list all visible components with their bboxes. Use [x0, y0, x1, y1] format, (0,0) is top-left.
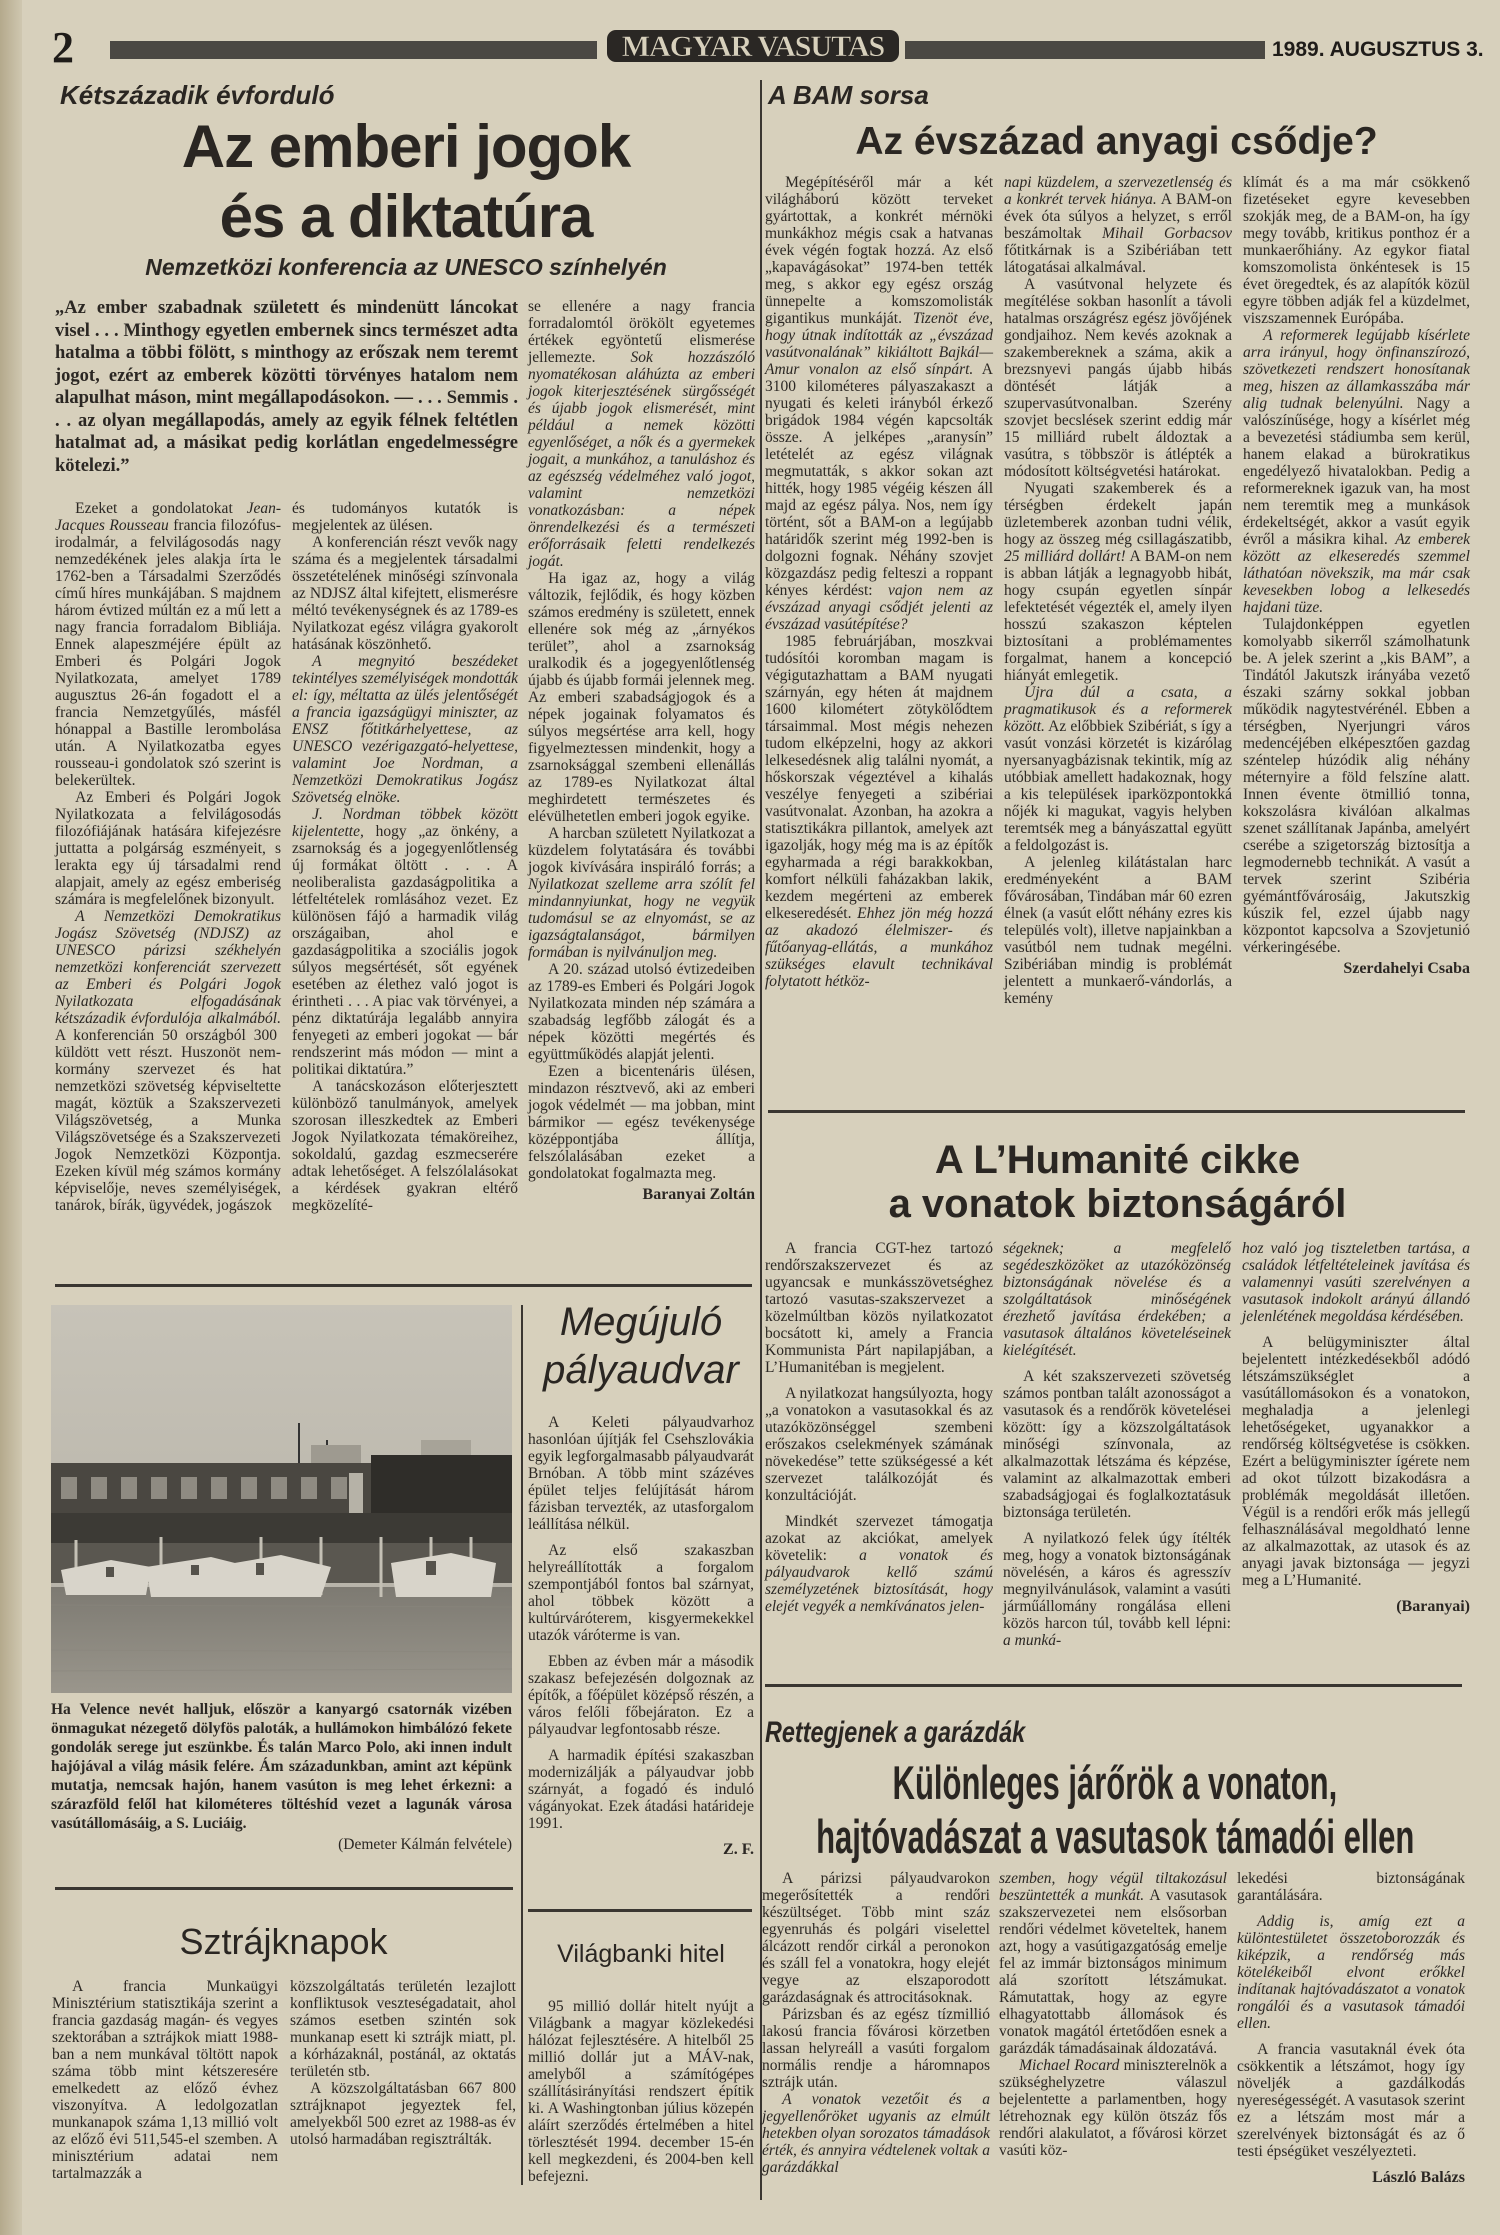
paragraph — [1242, 1334, 1470, 1589]
paragraph — [762, 1870, 990, 2006]
headline-line: Megújuló — [559, 1300, 723, 1344]
paragraph — [292, 653, 518, 806]
paragraph — [528, 1063, 755, 1182]
article-headline — [765, 1138, 1470, 1226]
paragraph — [292, 806, 518, 1078]
issue-date: 1989. AUGUSZTUS 3. — [1272, 38, 1484, 61]
text-segment: A francia CGT-hez tartozó rendőrszakszervezet és az ugyancsak e munkásszövetséghez tartozó vasutas-szakszervezet a közelmúltban közös nyilatkozatot bocsátott ki, amely a Francia Kommunista Párt napilapjában, a L’Humanitéban is megjelent. — [765, 1240, 993, 1376]
italic-text-segment: Mihail Gorbacsov — [1102, 225, 1232, 242]
text-segment: Megépítéséről már a két világháború között terveket gyártottak, a konkrét mérnöki munkákhoz mégis csak a hatvanas évek végén fogtak hozzá. Az első „kapavágásokat” 1974-ben tették meg, s akkor egy egész ország ünnepelte a komszomolisták gigantikus munkáját. — [765, 174, 993, 327]
article-author: Szerdahelyi Csaba — [1343, 960, 1470, 977]
text-segment: A vasútvonal helyzete és megítélése sokban hasonlít a távoli hatalmas országrész egész jövőjének gondjaihoz. Nem kevés azoknak a szakembereknek a száma, akik a brezsnyevi pangás újabb hibás döntését látják a szupervasútvonalban. Szerény szovjet becslések szerint eddig már 15 milliárd rubelt áldoztak a vasútra, s többször is átlépték a módosított költségvetési határokat. — [1004, 276, 1232, 480]
article-column — [528, 1414, 754, 1858]
paragraph — [290, 1978, 516, 2080]
paragraph — [762, 2091, 990, 2176]
text-segment: A párizsi pályaudvarokon megerősítették a rendőri készültséget. Több mint száz egyenruhás és polgári viselettel álcázott rendőr cirkál a peronokon és száll fel a vonatokra, hogy elejét vegye az elszaporodott garázdaságnak és attrocitásoknak. — [762, 1870, 990, 2006]
text-segment: miniszterelnök a szükséghelyzetre válaszul bejelentette a parlamentben, hogy létrehoznak egy külön ötszáz fős rendőri alakulatot, a fővárosi körzet vasúti köz- — [999, 2057, 1227, 2159]
text-segment: A jelenleg kilátástalan harc eredményeként a BAM fővárosában, Tindában már 60 ezren élnek (a vasút előtt néhány ezres kis település volt), illetve napjainkban a vasútból nem tudnak megélni. Szibériában mindig is problémát jelentett a munkaerő-vándorlás, a kemény — [1004, 854, 1232, 1007]
italic-text-segment: szemben, hogy végül tiltakozásul beszüntették a munkát. — [999, 1870, 1227, 1904]
article-column — [762, 1870, 990, 2176]
article-author: (Baranyai) — [1396, 1598, 1470, 1615]
text-segment: A konferencián részt vevők nagy száma és a megjelentek társadalmi összetételének minőségi színvonala az NDJSZ által kifejtett, elismerésre méltó tevékenységnek és az 1789-es Nyilatkozat egész világra gyakorolt hatásának köszönhető. — [292, 534, 518, 653]
paragraph — [1003, 1530, 1231, 1649]
article-author: László Balázs — [1372, 2169, 1465, 2186]
text-segment: hogy „az önkény, a zsarnokság és a jogegyenlőtlenség új formákat öltött . . . A neoliberalista gazdaságpolitika a létfeltételek romlásához vezet. Ez különösen fájó a harmadik világ országaiban, ahol e gazdaságpolitika a szociális jogok súlyos megsértését, sőt egyének esetében az élethez való jogot is érintheti . . . A piac vak törvényei, a pénz diktatúrája legalább annyira fenyegeti az emberi jogokat — bár rendszerint más módon — mint a politikai diktatúra.” — [292, 823, 518, 1078]
article-column — [1237, 1870, 1465, 2186]
text-segment: A belügyminiszter által bejelentett intézkedésekből adódó létszámszükséglet a vasútállomásokon és a vonatokon, meghaladja a jelenlegi lehetőségeket, ugyanakkor a rendőrség költségvetése is csökken. Ezért a belügyminiszter ígérete nem ad okot túlzott bizakodásra a problémák megoldását illetően. Végül is a rendőri erők más jellegű felhasználásával megoldható lenne az alkalmazottak, az utasok és az anyagi javak biztonsága — jegyzi meg a L’Humanité. — [1242, 1334, 1470, 1589]
page-number: 2 — [52, 23, 74, 72]
text-segment: Az előbbiek Szibériát, s így a vasút vonzási körzetét is kizárólag nyersanyagbázisnak tekintik, míg az utóbbiak amellett hadakoznak, hogy a kis települések iparközpontokká nőjék ki magukat, vagyis helyben teremtsék meg a bányászattal együtt a feldolgozást is. — [1004, 718, 1232, 854]
italic-text-segment: A reformerek legújabb kísérlete arra irányul, hogy önfinanszírozó, szövetkezeti rendszert honosítanak meg, hiszen az államkasszába már alig tudnak belenyúlni. — [1243, 327, 1470, 412]
text-segment: Az Emberi és Polgári Jogok Nyilatkozata a felvilágosodás filozófiájának hatására kifejezésre juttatta a polgárság eszményeit, s lerakta egy új társadalmi rend alapjait, amely az egész emberiség számára is megfelelőnek bizonyult. — [55, 789, 281, 908]
text-segment: A vasutasok szakszervezetei nem elsősorban rendőri védelmet követeltek, hanem azt, hogy a vasútigazgatóság emelje fel az immár biztonságos minimum alá szorított létszámukat. Rámutattak, hogy az egyre elhagyatottabb állomások és vonatok magától értetődően esnek a garázdák támadásainak áldozatává. — [999, 1887, 1227, 2057]
text-segment: Ezeket a gondolatokat — [75, 500, 247, 517]
paragraph — [999, 2057, 1227, 2159]
article-column — [528, 298, 755, 1203]
article-headline: Sztrájknapok — [179, 1921, 388, 1962]
paragraph — [1004, 174, 1232, 276]
paragraph — [528, 1414, 754, 1533]
article-author: Baranyai Zoltán — [642, 1186, 755, 1203]
paragraph — [1004, 480, 1232, 684]
italic-text-segment: 25 milliárd dollárt! — [1004, 548, 1126, 565]
text-segment: A harcban született Nyilatkozat a küzdelem folytatására és további jogok kivívására inspiráló forrás; a — [528, 825, 755, 876]
text-segment: A 20. század utolsó évtizedeiben az 1789-es Emberi és Polgári Jogok Nyilatkozata minden nép számára a szabadság legfőbb zálogát és a népek közötti megértés és együttműködés alapját jelenti. — [528, 961, 755, 1063]
article-headline — [528, 1298, 754, 1394]
section-divider — [768, 1110, 1465, 1113]
text-segment: A francia Munkaügyi Minisztérium statisztikája szerint a francia gazdaság magán- és vegyes szektorában a sztrájkok miatt 1988-ban a nem munkával töltött napok száma több mint kétszeresére emelkedett az előző évhez viszonyítva. A ledolgozatlan munkanapok száma 1,13 millió volt az előző évi 511,545-el szemben. A minisztérium adatai nem tartalmazzák a — [52, 1978, 278, 2182]
italic-text-segment: Tizenöt éve, hogy útnak indították az „évszázad vasútvonalának” kikiáltott Bajkál—Amur vonalon az első sínpárt. — [765, 310, 993, 378]
section-divider — [528, 1909, 752, 1912]
text-segment: A Keleti pályaudvarhoz hasonlóan újítják fel Csehszlovákia egyik legforgalmasabb pályaudvarát Brnóban. A több mint százéves épület teljes felújítását három fázisban tervezték, az utasforgalom leállítása nélkül. — [528, 1414, 754, 1533]
text-segment: A nyilatkozat hangsúlyozta, hogy „a vonatokon a vasutasokkal és az utazóközönséggel szembeni erőszakos cselekmények számának növekedése” tette szükségessé a két szervezet találkozóját és konzultációját. — [765, 1385, 993, 1504]
paragraph — [528, 825, 755, 961]
article-headline: Az évszázad anyagi csődje? — [855, 120, 1378, 163]
text-segment: se ellenére a nagy francia forradalomtól örökölt egyetemes értékek egyöntetű elismerése jellemezte. — [528, 298, 755, 366]
article-column — [1004, 174, 1232, 1007]
italic-text-segment: Az emberek között az elkeseredés szemmel láthatóan növekszik, ma már csak kevesekben lobog a lelkesedés hajdani tüze. — [1243, 531, 1470, 616]
headline-line: hajtóvadászat a vasutasok támadói ellen — [815, 1810, 1415, 1863]
article-column — [292, 500, 518, 1214]
paragraph — [55, 500, 281, 789]
text-segment: Ezen a bicentenáris ülésen, mindazon résztvevő, aki az emberi jogok védelmét — ma jobban, mint bármikor — egész tevékenysége középpontjába állítja, felszólalásában ezeket a gondolatokat fogalmazta meg. — [528, 1063, 755, 1182]
paragraph — [1237, 2041, 1465, 2160]
text-segment: A két szakszervezeti szövetség számos pontban talált azonosságot a vasutasok és a rendőrök követelései között: így a közszolgáltatások minőségi színvonala, az alkalmazottak létszáma és képzése, valamint az alkalmazottak emberi szabadságjogai és foglalkoztatásuk biztonsága területén. — [1003, 1368, 1231, 1521]
italic-text-segment: a vonatok és pályaudvarok kellő számú személyzetének biztosítását, hogy elejét vegyék a nemkívánatos jelen- — [765, 1547, 993, 1615]
text-segment: Mindkét szervezet támogatja azokat az akciókat, amelyek követelik: — [765, 1513, 993, 1564]
italic-text-segment: Addig is, amíg ezt a különtestületet összetoborozzák és kiképzik, a rendőrség más kötelékeiből elvont erőkkel indítanak hajtóvadászatot a vonatok rongálói és a vasutasok támadói ellen. — [1237, 1913, 1465, 2032]
italic-text-segment: a munká- — [1003, 1632, 1062, 1649]
headline-row — [765, 1756, 1465, 1810]
paragraph — [528, 298, 755, 570]
paragraph — [765, 1513, 993, 1615]
paragraph — [1237, 1870, 1465, 1904]
text-segment: A 3100 kilométeres pályaszakaszt a nyugati és keleti irányból érkező brigádok 1984 végén kapcsolták össze. A jelképes „aranysín” letételét az egész világnak megmutatták, s akkor sokan azt hitték, hogy 1985 végéig készen áll majd az egész pálya. Nos, nem így történt, sőt a BAM-on a legújabb határidők szerint még 1992-ben is dolgozni fognak. Néhány szovjet közgazdász pedig felteszi a roppant kényes kérdést: — [765, 361, 993, 599]
photo-caption-block — [51, 1700, 512, 1854]
text-segment: közszolgáltatás területén lezajlott konfliktusok veszteségadatait, ahol számos esetben szintén sok munkanap esett ki sztrájk miatt, pl. a kórházaknál, postánál, az oktatás területén stb. — [290, 1978, 516, 2080]
article-column — [999, 1870, 1227, 2159]
italic-text-segment: vajon nem az évszázad anyagi csődjét jelenti az évszázad vasútépítése? — [765, 582, 993, 633]
text-segment: A BAM-on évek óta súlyos a helyzet, s erről beszámoltak — [1004, 191, 1232, 242]
article-column — [290, 1978, 516, 2148]
article-kicker: Kétszázadik évforduló — [60, 80, 335, 110]
text-segment: A konferencián 50 országból 300 küldött vett részt. Huszonöt nem-kormány szervezet és hat nemzetközi szövetség képviseltette magát, köztük a Szakszervezeti Világszövetség, a Munka Világszövetsége és a Szakszervezeti Jogok Nemzetközi Központja. Ezeken kívül még számos kormány képviselője, neves személyiségek, tanárok, bírák, ügyvédek, jogászok — [55, 1027, 281, 1214]
paragraph — [292, 500, 518, 534]
paragraph — [765, 633, 993, 990]
italic-text-segment: A megnyitó beszédeket tekintélyes személyiségek mondották el: így, méltatta az ülés jelentőségét a francia igazságügyi miniszter, az ENSZ főtitkárhelyettese, az UNESCO vezérigazgató-helyettese, valamint Joe Nordman, a Nemzetközi Demokratikus Jogász Szövetség elnöke. — [292, 653, 518, 806]
paragraph — [55, 789, 281, 908]
headline-row — [765, 1810, 1465, 1864]
paragraph — [290, 2080, 516, 2148]
text-segment: klímát és a ma már csökkenő fizetéseket egyre kevesebben szokják meg, de a BAM-on, ha így megy tovább, kritikus ponthoz ér a munkaerőhiány. Az egykor fiatal komszomolista önkéntesek is 15 évet öregedtek, és az alapítók közül egyre többen adják fel a küzdelmet, viszszamennek Európába. — [1243, 174, 1470, 327]
article-author: Z. F. — [723, 1841, 754, 1858]
article-column — [765, 1240, 993, 1624]
photo-credit: (Demeter Kálmán felvétele) — [338, 1836, 512, 1853]
paragraph — [528, 1542, 754, 1644]
text-segment: 95 millió dollár hitelt nyújt a Világbank a magyar közlekedési hálózat fejlesztésére. A hitelből 25 millió dollár jut a MÁV-nak, amelyből a számítógépes szállításirányítási rendszert építik ki. A Washingtonban július közepén aláírt szerződés értelmében a hitel törlesztését 1994. december 15-én kell megkezdeni, és 2004-ben kell befejezni. — [528, 1998, 754, 2185]
article-column — [52, 1978, 278, 2182]
paragraph — [762, 2006, 990, 2091]
italic-text-segment: Ehhez jön még hozzá az akadozó élelmiszer- és fűtőanyag-ellátás, a munkához szükséges elavult technikával folytatott hétköz- — [765, 905, 993, 990]
paragraph — [1243, 327, 1470, 616]
text-segment: 1985 februárjában, moszkvai tudósítói koromban magam is végigutazhattam a BAM nyugati szárnyán, egy héten át majdnem 1600 kilométert zötykölődtem társaimmal. Most mégis nehezen tudom elképzelni, hogy az akkori lelkesedésnek alig találni nyomát, a hőskorszak végeztével a kihalás veszélye fenyegeti a szibériai vasútvonalat. Azonban, ha azokra a statisztikákra pillantok, amelyek azt igazolják, hogy még ma is az építők egyharmada a régi barakkokban, komfort nélküli faházakban lakik, kezdem megérteni az emberek elkeseredését. — [765, 633, 993, 922]
paragraph — [1004, 854, 1232, 1007]
venice-train-photo — [51, 1305, 512, 1693]
paragraph — [999, 1870, 1227, 2057]
headline-line: Különleges járőrök a vonaton, — [892, 1756, 1338, 1809]
text-segment: Ebben az évben már a második szakasz befejezésén dolgoznak az építők, a főépület középső részén, a város felőli főbejáraton. Ez a pályaudvar legfontosabb része. — [528, 1653, 754, 1738]
article-kicker: Rettegjenek a garázdák — [765, 1716, 1026, 1749]
article-headline — [55, 112, 757, 252]
text-segment: lekedési biztonságának garantálására. — [1237, 1870, 1465, 1904]
paragraph — [1242, 1240, 1470, 1325]
section-divider — [55, 1284, 752, 1287]
text-segment: Nagy a valószínűsége, hogy a kísérlet még a bevezetési stádiumba sem kerül, hanem elakad a bürokratikus engedélyező hivatalokban. Pedig a reformereknek igazuk van, ha most nem teremtik meg a munkások érdekeltségét, akkor a vasút egyik évről a másikra kihal. — [1243, 395, 1470, 548]
paragraph — [1243, 174, 1470, 327]
article-column — [765, 174, 993, 990]
headline-line: Az emberi jogok — [181, 113, 631, 180]
text-segment: Nyugati szakemberek és a térségben érdekelt japán üzletemberek azonban tudni vélik, hogy az összeg még csillagászatibb, — [1004, 480, 1232, 548]
paragraph — [528, 1747, 754, 1832]
paragraph — [55, 908, 281, 1214]
text-segment: Tulajdonképpen egyetlen komolyabb sikerről számolhatunk be. A jelek szerint a „kis BAM”, a Tindától Jakutszk irányába vezető északi szárny sokkal jobban működik nagytestvérénél. Ebben a térségben, Nyerjungri város medencéjében elképesztően gazdag széntelep húzódik alig néhány méternyire a föld felszíne alatt. Innen évente ötmillió tonna, kokszolásra kiválóan alkalmas szenet szállítanak Japánba, amelyért cserébe a szigetország biztosítja a legmodernebb technikát. A vasút a tervek szerint Szibéria gyémántfővárosáig, Jakutszkig kúszik fel, ezzel újabb nagy központot kapcsolva a Szovjetunió vérkeringésébe. — [1243, 616, 1470, 956]
italic-text-segment: hoz való jog tiszteletben tartása, a családok létfeltételeinek javítása és valamennyi vasúti szerelvényen a vasutasok indokolt arányú állandó jelenlétének megoldása kérdésében. — [1242, 1240, 1470, 1325]
text-segment: A BAM-on nem is abban látják a legnagyobb hibát, hogy csupán egyetlen sínpár lefektetését végezték el, amely ilyen hosszú szakaszon képtelen biztosítani a problémamentes forgalmat, hanem a koncepció hiányát emlegetik. — [1004, 548, 1232, 684]
italic-text-segment: Újra dúl a csata, a pragmatikusok és a reformerek között. — [1004, 684, 1232, 735]
headline-line: a vonatok biztonságáról — [888, 1182, 1347, 1226]
italic-text-segment: A vonatok vezetőit és a jegyellenőröket ugyanis az elmúlt hetekben olyan sorozatos támadások érték, és annyira védtelenek voltak a garázdákkal — [762, 2091, 990, 2176]
italic-text-segment: A Nemzetközi Demokratikus Jogász Szövetség (NDJSZ) az UNESCO párizsi székhelyén nemzetközi konferenciát szervezett az Emberi és Polgári Jogok Nyilatkozata elfogadásának kétszázadik évfordulója alkalmából. — [55, 908, 281, 1027]
text-segment: és tudományos kutatók is megjelentek az ülésen. — [292, 500, 518, 534]
article-column — [1243, 174, 1470, 977]
text-segment: francia filozófus-irodalmár, a felvilágosodás nagy nemzedékének jeles alakja írta le 1762-ben a Társadalmi Szerződés című híres munkájában. S majdnem három évtized múltán ez a mű lett a nagy francia forradalom Bibliája. Ennek alapeszméjére épült az Emberi és Polgári Jogok Nyilatkozata, amelyet 1789 augusztus 26-án fogadott el a francia Nemzetgyűlés, másfél hónappal a Bastille lerombolása után. A Nyilatkozatba egyes rousseau-i gondolatok szó szerint is belekerültek. — [55, 517, 281, 789]
italic-text-segment: Michael Rocard — [1019, 2057, 1120, 2074]
paragraph — [1004, 684, 1232, 854]
article-column — [55, 500, 281, 1214]
paragraph — [765, 1240, 993, 1376]
article-column — [1003, 1240, 1231, 1658]
paragraph — [528, 961, 755, 1063]
paragraph — [765, 174, 993, 633]
paragraph — [292, 1078, 518, 1214]
italic-text-segment: ségeknek; a megfelelő segédeszközöket az utazóközönség biztonságának növelése és a szolgáltatások minőségének érezhető javítása érdekében; a vasutasok általános követeléseinek kielégítését. — [1003, 1240, 1231, 1359]
paragraph — [765, 1385, 993, 1504]
paragraph — [528, 1998, 754, 2185]
italic-text-segment: J. Nordman többek között kijelentette, — [292, 806, 518, 840]
paragraph — [528, 570, 755, 825]
italic-text-segment: napi küzdelem, a szervezetlenség és a konkrét tervek hiánya. — [1004, 174, 1232, 208]
paragraph — [528, 1653, 754, 1738]
paragraph — [52, 1978, 278, 2182]
text-segment: Ha igaz az, hogy a világ változik, fejlődik, és hogy közben számos eredmény is született, ennek ellenére sok még az „árnyékos terület”, ahol a zsarnokság uralkodik és a jogegyenlőtlenség újabb és újabb formái jelennek meg. Az emberi szabadságjogok és a népek jogainak folyamatos és súlyos megsértése arra kell, hogy figyelmeztessen mindenkit, hogy a zsarnoksággal szembeni ellenállás az 1789-es Nyilatkozat által meghirdetett természetes és elévülhetetlen emberi jogok egyike. — [528, 570, 755, 825]
article-kicker: A BAM sorsa — [768, 80, 929, 110]
text-segment: A tanácskozáson előterjesztett különböző tanulmányok, amelyek szorosan illeszkedtek az Emberi Jogok Nyilatkozata témaköreihez, sokoldalú, gazdag eszmecserére adtak lehetőséget. A felszólalásokat a kérdések gyakran eltérő megközelíté- — [292, 1078, 518, 1214]
italic-text-segment: Nyilatkozat szelleme arra szólít fel mindannyiunkat, hogy ne vegyük tudomásul se az elnyomást, se az igazságtalanságot, bármilyen formában is nyilvánuljon meg. — [528, 876, 755, 961]
masthead-logo: MAGYAR VASUTAS — [607, 30, 899, 62]
header-rule-left — [110, 41, 597, 59]
article-subtitle: Nemzetközi konferencia az UNESCO színhelyén — [145, 254, 667, 280]
paragraph — [292, 534, 518, 653]
article-headline — [765, 1756, 1465, 1864]
headline-line: pályaudvar — [543, 1348, 739, 1392]
text-segment: A nyilatkozó felek úgy ítélték meg, hogy a vonatok biztonságának növelésén, a káros és agresszív megnyilvánulások, valamint a vasúti járműállomány rongálása elleni közös harcon túl, tovább kell lépni: — [1003, 1530, 1231, 1632]
column-divider — [521, 1305, 523, 2185]
header-rule-right — [905, 41, 1265, 59]
article-column — [528, 1998, 754, 2185]
section-divider — [765, 1684, 1462, 1687]
paragraph — [1003, 1368, 1231, 1521]
paper-edge — [0, 0, 22, 2235]
article-column — [1242, 1240, 1470, 1615]
italic-text-segment: Jean-Jacques Rousseau — [55, 500, 281, 534]
italic-text-segment: Sok hozzászóló nyomatékosan aláhúzta az emberi jogok kiterjesztésének sürgősségét és újabb jogok elismerését, mint például a nemek közötti egyenlőséget, a nők és a gyermekek jogait, a munkához, a tanuláshoz és az egészség védelméhez való jogot, valamint nemzetközi vonatkozásban: a népek önrendelkezési és a természeti erőforrásaik feletti rendelkezés jogát. — [528, 349, 755, 570]
text-segment: Párizsban és az egész tízmillió lakosú francia fővárosi körzetben lassan helyreáll a vasúti forgalom normális rendje a háromnapos sztrájk után. — [762, 2006, 990, 2091]
text-segment: főtitkárnak is a Szibériában tett látogatásai alkalmával. — [1004, 242, 1232, 276]
text-segment: A harmadik építési szakaszban modernizálják a pályaudvar jobb szárnyát, a fogadó és induló vágányokat. Ezek átadási határideje 1991. — [528, 1747, 754, 1832]
paragraph — [1003, 1240, 1231, 1359]
paragraph — [1237, 1913, 1465, 2032]
photo-caption: Ha Velence nevét halljuk, először a kanyargó csatornák vizében önmagukat nézegető dölyfös paloták, a hullámokon himbálózó fekete gondolák serege jut eszünkbe. És talán Marco Polo, aki innen indult hajójával a világ másik felére. Ám századunkban, amint azt képünk mutatja, nemcsak hajón, hanem vasúton is meg lehet érkezni: a szárazföld felől hat kilométeres töltéshíd vezet a lagunák városa vasútállomásáig, a S. Luciáig. — [51, 1701, 512, 1832]
text-segment: A közszolgáltatásban 667 800 sztrájknapot jegyeztek fel, amelyekből 500 ezret az 1988-as év utolsó harmadában regisztrálták. — [290, 2080, 516, 2148]
text-segment: Az első szakaszban helyreállították a forgalom szempontjából fontos bal szárnyat, ahol többek között a kultúrváróterem, kisgyermekekkel utazók váróterme is van. — [528, 1542, 754, 1644]
paragraph — [1243, 616, 1470, 956]
article-headline: Világbanki hitel — [557, 1940, 725, 1968]
section-divider — [55, 1887, 513, 1890]
article-lead-quote: „Az ember szabadnak született és mindenütt láncokat visel . . . Minthogy egyetlen embernek sincs természet adta hatalma a többi fölött, s minthogy az erőszak nem teremt jogot, ezért az emberek közötti törvényes hatalom nem alapulhat máson, mint megállapodásokon. — . . . Semmis . . . az olyan megállapodás, amely az egyik félnek feltétlen hatalmat ad, a másikat pedig korlátlan engedelmességre kötelezi.” — [55, 298, 518, 476]
text-segment: A francia vasutaknál évek óta csökkentik a létszámot, hogy így növeljék a gazdálkodás nyereségességét. A vasutasok szerint ez a létszám most már a szerelvények biztonságát és az ő testi épségüket veszélyezteti. — [1237, 2041, 1465, 2160]
headline-line: és a diktatúra — [219, 183, 593, 250]
headline-line: A L’Humanité cikke — [934, 1138, 1301, 1182]
paragraph — [1004, 276, 1232, 480]
